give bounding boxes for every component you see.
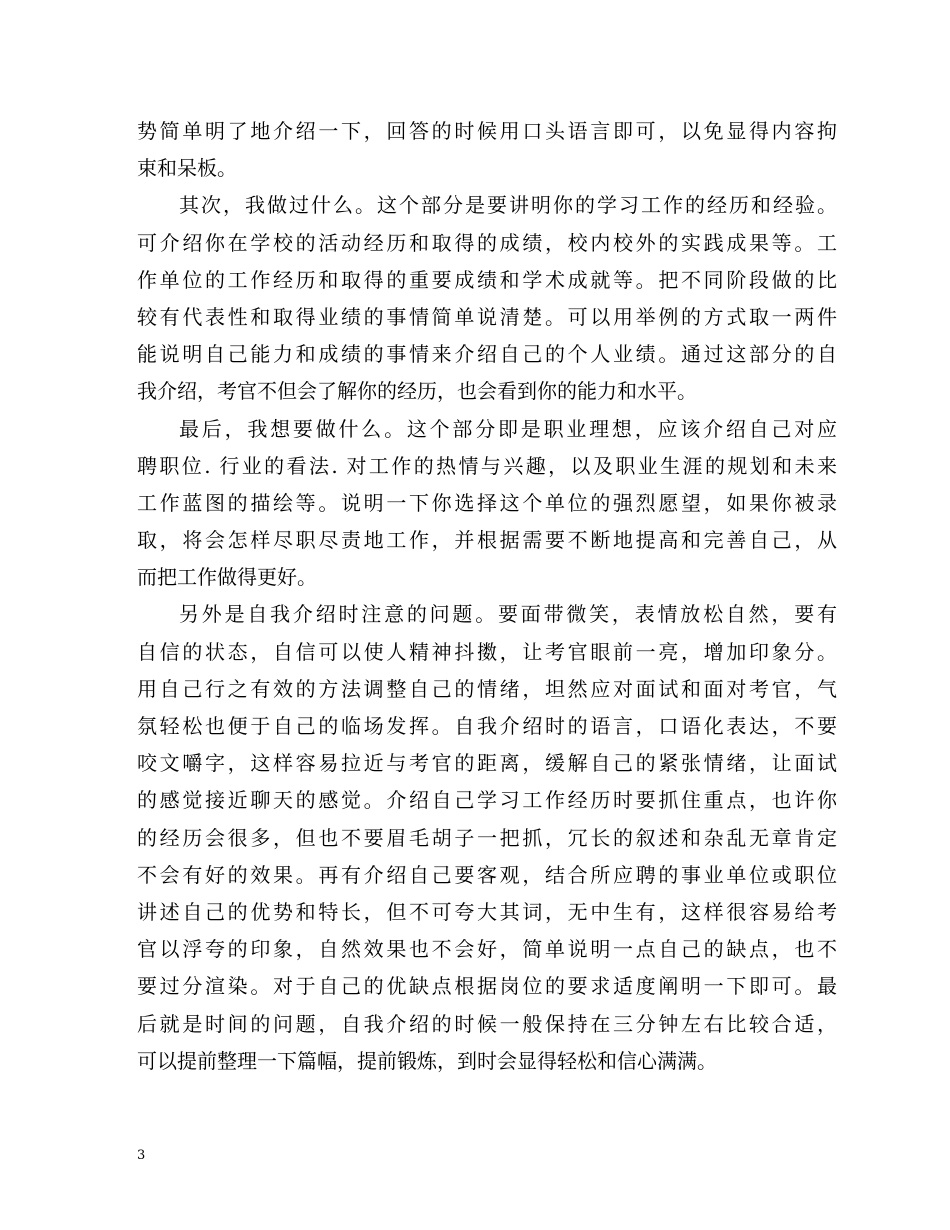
paragraph [137, 411, 837, 597]
text-line: 而把工作做得更好。 [137, 565, 317, 590]
text-line: 另外是自我介绍时注意的问题。要面带微笑，表情放松自然，要有 [179, 602, 837, 627]
text-line: 不会有好的效果。再有介绍自己要客观，结合所应聘的事业单位或职位 [137, 862, 837, 887]
text-line: 自信的状态，自信可以使人精神抖擞，让考官眼前一亮，增加印象分。 [137, 639, 837, 664]
text-line: 的经历会很多，但也不要眉毛胡子一把抓，冗长的叙述和杂乱无章肯定 [137, 825, 837, 850]
text-line: 较有代表性和取得业绩的事情简单说清楚。可以用举例的方式取一两件 [137, 304, 837, 329]
text-line: 咬文嚼字，这样容易拉近与考官的距离，缓解自己的紧张情绪，让面试 [137, 751, 837, 776]
text-line: 束和呆板。 [137, 156, 237, 181]
text-line: 后就是时间的问题，自我介绍的时候一般保持在三分钟左右比较合适， [137, 1011, 837, 1036]
text-line: 其次，我做过什么。这个部分是要讲明你的学习工作的经历和经验。 [179, 193, 837, 218]
text-line: 作单位的工作经历和取得的重要成绩和学术成就等。把不同阶段做的比 [137, 267, 837, 292]
document-body [137, 113, 837, 1080]
text-line: 能说明自己能力和成绩的事情来介绍自己的个人业绩。通过这部分的自 [137, 342, 837, 367]
text-line: 要过分渲染。对于自己的优缺点根据岗位的要求适度阐明一下即可。最 [137, 974, 837, 999]
text-line: 势简单明了地介绍一下，回答的时候用口头语言即可，以免显得内容拘 [137, 119, 837, 143]
paragraph [137, 596, 837, 1079]
text-line: 讲述自己的优势和特长，但不可夸大其词，无中生有，这样很容易给考 [137, 899, 837, 924]
text-line: 工作蓝图的描绘等。说明一下你选择这个单位的强烈愿望，如果你被录 [137, 490, 837, 515]
text-line: 的感觉接近聊天的感觉。介绍自己学习工作经历时要抓住重点，也许你 [137, 788, 837, 813]
text-line: 取，将会怎样尽职尽责地工作，并根据需要不断地提高和完善自己，从 [137, 528, 837, 553]
text-line: 聘职位. 行业的看法. 对工作的热情与兴趣，以及职业生涯的规划和未来 [137, 453, 837, 478]
paragraph [137, 187, 837, 410]
text-line: 用自己行之有效的方法调整自己的情绪，坦然应对面试和面对考官，气 [137, 676, 837, 701]
text-line: 可以提前整理一下篇幅，提前锻炼，到时会显得轻松和信心满满。 [137, 1048, 717, 1073]
text-line: 我介绍，考官不但会了解你的经历，也会看到你的能力和水平。 [137, 379, 697, 404]
text-line: 最后，我想要做什么。这个部分即是职业理想，应该介绍自己对应 [179, 416, 837, 441]
paragraph [137, 113, 837, 187]
text-line: 氛轻松也便于自己的临场发挥。自我介绍时的语言，口语化表达，不要 [137, 714, 837, 738]
text-line: 可介绍你在学校的活动经历和取得的成绩，校内校外的实践成果等。工 [137, 230, 837, 255]
page-number: 3 [137, 1148, 146, 1163]
text-line: 官以浮夸的印象，自然效果也不会好，简单说明一点自己的缺点，也不 [137, 937, 837, 962]
